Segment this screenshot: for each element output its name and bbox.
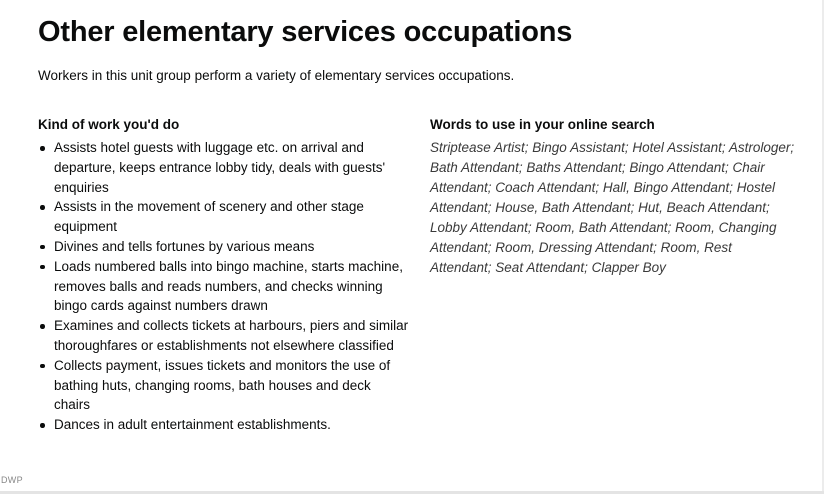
list-item: Assists hotel guests with luggage etc. on arrival and departure, keeps entrance lobby tidy, deals with guests' enquiries	[38, 138, 410, 197]
duties-section	[38, 115, 410, 435]
occupation-page	[38, 14, 808, 435]
list-item: Loads numbered balls into bingo machine, starts machine, removes balls and reads numbers, and checks winning bingo cards against numbers drawn	[38, 257, 410, 316]
content-columns	[38, 115, 808, 435]
duties-heading: Kind of work you'd do	[38, 117, 180, 132]
list-item: Collects payment, issues tickets and monitors the use of bathing huts, changing rooms, bath houses and deck chairs	[38, 356, 410, 415]
duties-list	[38, 138, 410, 435]
search-words-heading: Words to use in your online search	[430, 117, 655, 132]
list-item: Divines and tells fortunes by various means	[38, 237, 410, 257]
page-title: Other elementary services occupations	[38, 16, 573, 48]
list-item: Dances in adult entertainment establishments.	[38, 415, 410, 435]
intro-text: Workers in this unit group perform a variety of elementary services occupations.	[38, 68, 515, 83]
image-credit: DWP	[1, 475, 23, 485]
search-words-section	[430, 115, 795, 435]
list-item: Examines and collects tickets at harbours, piers and similar thoroughfares or establishments not elsewhere classified	[38, 316, 410, 356]
list-item: Assists in the movement of scenery and other stage equipment	[38, 197, 410, 237]
search-words-text: Striptease Artist; Bingo Assistant; Hotel Assistant; Astrologer; Bath Attendant; Baths Attendant; Bingo Attendant; Chair Attendant; Coach Attendant; Hall, Bingo Attendant; Hostel Attendant; House, Bath Attendant; Hut, Beach Attendant; Lobby Attendant; Room, Bath Attendant; Room, Changing Attendant; Room, Dressing Attendant; Room, Rest Attendant; Seat Attendant; Clapper Boy	[430, 140, 795, 275]
